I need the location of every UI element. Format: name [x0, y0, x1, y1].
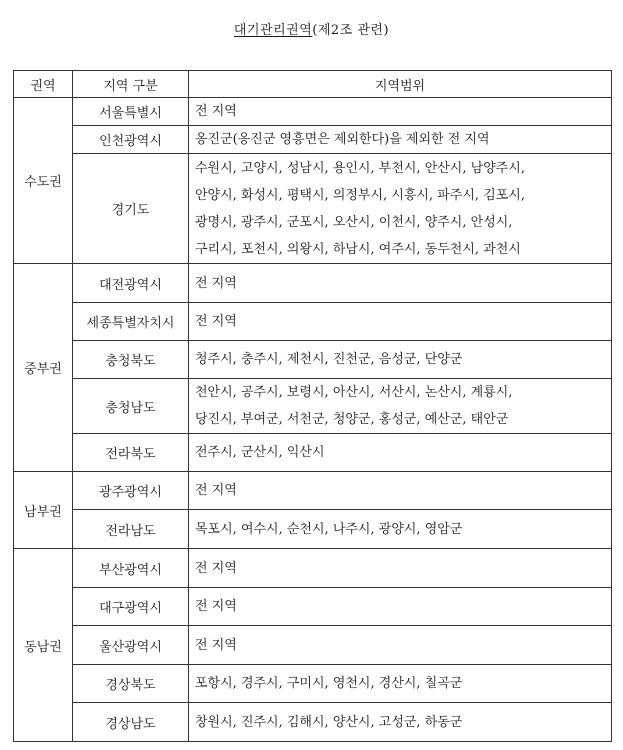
table-row [14, 341, 612, 379]
scope-cell: 전 지역 [189, 264, 612, 303]
scope-cell: 전 지역 [189, 549, 612, 588]
subdivision-cell: 울산광역시 [73, 626, 189, 665]
table-row [14, 510, 612, 549]
scope-cell: 전 지역 [189, 98, 612, 126]
region-cell: 동남권 [14, 549, 73, 742]
region-cell: 중부권 [14, 264, 73, 472]
scope-line: 천안시, 공주시, 보령시, 아산시, 서산시, 논산시, 계룡시, [195, 385, 513, 400]
subdivision-cell: 경상남도 [73, 703, 189, 742]
subdivision-cell: 대전광역시 [73, 264, 189, 303]
subdivision-cell: 충청남도 [73, 379, 189, 434]
table-row [14, 626, 612, 665]
scope-line: 안양시, 화성시, 평택시, 의정부시, 시흥시, 파주시, 김포시, [195, 187, 525, 203]
title-main: 대기관리권역 [233, 23, 313, 38]
scope-line: 광명시, 광주시, 군포시, 오산시, 이천시, 양주시, 안성시, [195, 214, 513, 230]
scope-line: 구리시, 포천시, 의왕시, 하남시, 여주시, 동두천시, 과천시 [195, 241, 521, 257]
table-row [14, 434, 612, 472]
scope-cell: 목포시, 여수시, 순천시, 나주시, 광양시, 영암군 [189, 510, 612, 549]
subdivision-cell: 전라남도 [73, 510, 189, 549]
scope-cell: 전 지역 [189, 626, 612, 665]
header-scope: 지역범위 [189, 71, 612, 98]
scope-cell: 전 지역 [189, 588, 612, 626]
subdivision-cell: 경상북도 [73, 665, 189, 703]
region-cell: 남부권 [14, 472, 73, 549]
scope-cell: 포항시, 경주시, 구미시, 영천시, 경산시, 칠곡군 [189, 665, 612, 703]
scope-cell [189, 154, 612, 264]
scope-line: 수원시, 고양시, 성남시, 용인시, 부천시, 안산시, 남양주시, [195, 160, 525, 176]
table-row [14, 472, 612, 510]
table-row [14, 665, 612, 703]
scope-cell: 창원시, 진주시, 김해시, 양산시, 고성군, 하동군 [189, 703, 612, 742]
subdivision-cell: 서울특별시 [73, 98, 189, 126]
subdivision-cell: 세종특별자치시 [73, 303, 189, 341]
subdivision-cell: 부산광역시 [73, 549, 189, 588]
subdivision-cell: 인천광역시 [73, 126, 189, 154]
scope-cell: 청주시, 충주시, 제천시, 진천군, 음성군, 단양군 [189, 341, 612, 379]
table-row [14, 379, 612, 434]
scope-cell [189, 379, 612, 434]
scope-cell: 전 지역 [189, 303, 612, 341]
region-cell: 수도권 [14, 98, 73, 264]
table-row [14, 154, 612, 264]
air-quality-management-region-table [13, 70, 612, 742]
table-row [14, 549, 612, 588]
table-row [14, 98, 612, 126]
header-region: 권역 [14, 71, 73, 98]
subdivision-cell: 충청북도 [73, 341, 189, 379]
table-header-row [14, 71, 612, 98]
subdivision-cell: 경기도 [73, 154, 189, 264]
subdivision-cell: 대구광역시 [73, 588, 189, 626]
scope-cell: 옹진군(옹진군 영흥면은 제외한다)을 제외한 전 지역 [189, 126, 612, 154]
table-row [14, 703, 612, 742]
table-row [14, 588, 612, 626]
table-row [14, 126, 612, 154]
table-row [14, 303, 612, 341]
subdivision-cell: 전라북도 [73, 434, 189, 472]
scope-cell: 전 지역 [189, 472, 612, 510]
table-row [14, 264, 612, 303]
scope-cell: 전주시, 군산시, 익산시 [189, 434, 612, 472]
subdivision-cell: 광주광역시 [73, 472, 189, 510]
document-title [0, 19, 623, 38]
scope-line: 당진시, 부여군, 서천군, 청양군, 홍성군, 예산군, 태안군 [195, 412, 509, 427]
title-suffix: (제2조 관련) [312, 23, 390, 38]
header-subdivision: 지역 구분 [73, 71, 189, 98]
